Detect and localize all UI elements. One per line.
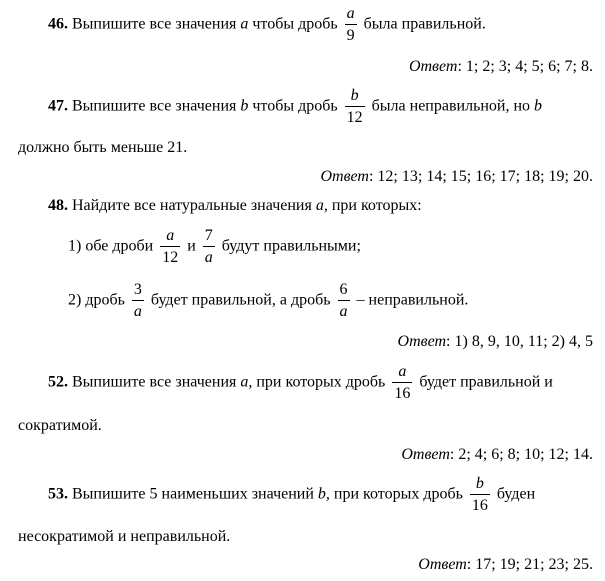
fraction bbox=[345, 88, 365, 126]
problem-52-line2: сократимой. bbox=[18, 417, 102, 434]
item-text: будет правильной, а дробь bbox=[150, 291, 331, 309]
answer-label: Ответ bbox=[397, 333, 447, 350]
problem-number: 53. bbox=[48, 485, 68, 503]
answer-label: Ответ bbox=[418, 556, 467, 573]
fraction bbox=[470, 476, 490, 514]
problem-48-item-1 bbox=[68, 228, 361, 266]
variable: b bbox=[534, 97, 543, 115]
fraction bbox=[132, 282, 144, 320]
numerator: b bbox=[470, 476, 490, 495]
item-text: 1) обе дроби bbox=[68, 237, 154, 255]
statement-text: чтобы дробь bbox=[252, 97, 338, 115]
problem-47-line2: должно быть меньше 21. bbox=[18, 139, 188, 156]
problem-48-statement bbox=[48, 197, 422, 215]
statement-text: была правильной. bbox=[363, 15, 486, 33]
denominator: 16 bbox=[394, 385, 411, 402]
denominator: a bbox=[204, 249, 213, 266]
numerator: a bbox=[392, 364, 412, 383]
variable: a bbox=[240, 15, 249, 33]
problem-number: 47. bbox=[48, 97, 68, 115]
numerator: 7 bbox=[203, 228, 215, 247]
numerator: 6 bbox=[338, 282, 350, 301]
fraction bbox=[203, 228, 215, 266]
problem-number: 46. bbox=[48, 15, 68, 33]
item-text: и bbox=[187, 237, 196, 255]
variable: a, bbox=[240, 373, 253, 391]
denominator: 12 bbox=[346, 109, 363, 126]
answer-label: Ответ bbox=[401, 446, 450, 463]
statement-text: при которых: bbox=[331, 197, 422, 214]
answer-47 bbox=[320, 168, 593, 186]
statement-text: при которых дробь bbox=[256, 373, 386, 391]
fraction bbox=[392, 364, 412, 402]
answer-label: Ответ bbox=[408, 58, 458, 75]
problem-number: 48. bbox=[48, 197, 68, 214]
problem-46-statement bbox=[48, 6, 486, 44]
statement-text: будет правильной и bbox=[419, 373, 553, 391]
statement-text: Выпишите 5 наименьших значений bbox=[72, 485, 314, 503]
statement-text: Выпишите все значения bbox=[72, 373, 237, 391]
variable: b, bbox=[317, 485, 330, 503]
statement-text: была неправильной, но bbox=[371, 97, 531, 115]
denominator: a bbox=[133, 303, 142, 320]
answer-text: : 1; 2; 3; 4; 5; 6; 7; 8. bbox=[457, 58, 593, 75]
fraction bbox=[160, 228, 180, 266]
statement-text: Выпишите все значения bbox=[72, 15, 237, 33]
problem-number: 52. bbox=[48, 373, 68, 391]
answer-text: : 1) 8, 9, 10, 11; 2) 4, 5 bbox=[446, 333, 593, 350]
fraction bbox=[345, 6, 357, 44]
problem-53-statement bbox=[48, 476, 535, 514]
problem-47-statement bbox=[48, 88, 542, 126]
problem-53-line2: несократимой и неправильной. bbox=[18, 528, 231, 545]
statement-text: Выпишите все значения bbox=[72, 97, 237, 115]
numerator: a bbox=[345, 6, 357, 25]
statement-text: буден bbox=[496, 485, 536, 503]
denominator: a bbox=[339, 303, 348, 320]
item-text: 2) дробь bbox=[68, 291, 125, 309]
variable: a, bbox=[315, 197, 328, 214]
denominator: 16 bbox=[471, 497, 488, 514]
statement-text: Найдите все натуральные значения bbox=[72, 197, 312, 214]
answer-46 bbox=[409, 58, 593, 76]
problem-52-statement bbox=[48, 364, 553, 402]
numerator: b bbox=[345, 88, 365, 107]
answer-52 bbox=[401, 446, 593, 464]
fraction bbox=[338, 282, 350, 320]
variable: b bbox=[240, 97, 249, 115]
answer-text: : 12; 13; 14; 15; 16; 17; 18; 19; 20. bbox=[368, 168, 593, 185]
statement-text: при которых дробь bbox=[333, 485, 463, 503]
item-text: будут правильными; bbox=[221, 237, 361, 255]
denominator: 9 bbox=[346, 27, 355, 44]
answer-text: : 17; 19; 21; 23; 25. bbox=[466, 556, 593, 573]
answer-53 bbox=[418, 556, 593, 574]
answer-text: : 2; 4; 6; 8; 10; 12; 14. bbox=[449, 446, 593, 463]
item-text: – неправильной. bbox=[356, 291, 469, 309]
numerator: 3 bbox=[132, 282, 144, 301]
answer-48 bbox=[398, 333, 593, 351]
statement-text: чтобы дробь bbox=[252, 15, 338, 33]
numerator: a bbox=[160, 228, 180, 247]
answer-label: Ответ bbox=[320, 168, 369, 185]
problem-48-item-2 bbox=[68, 282, 468, 320]
denominator: 12 bbox=[162, 249, 179, 266]
